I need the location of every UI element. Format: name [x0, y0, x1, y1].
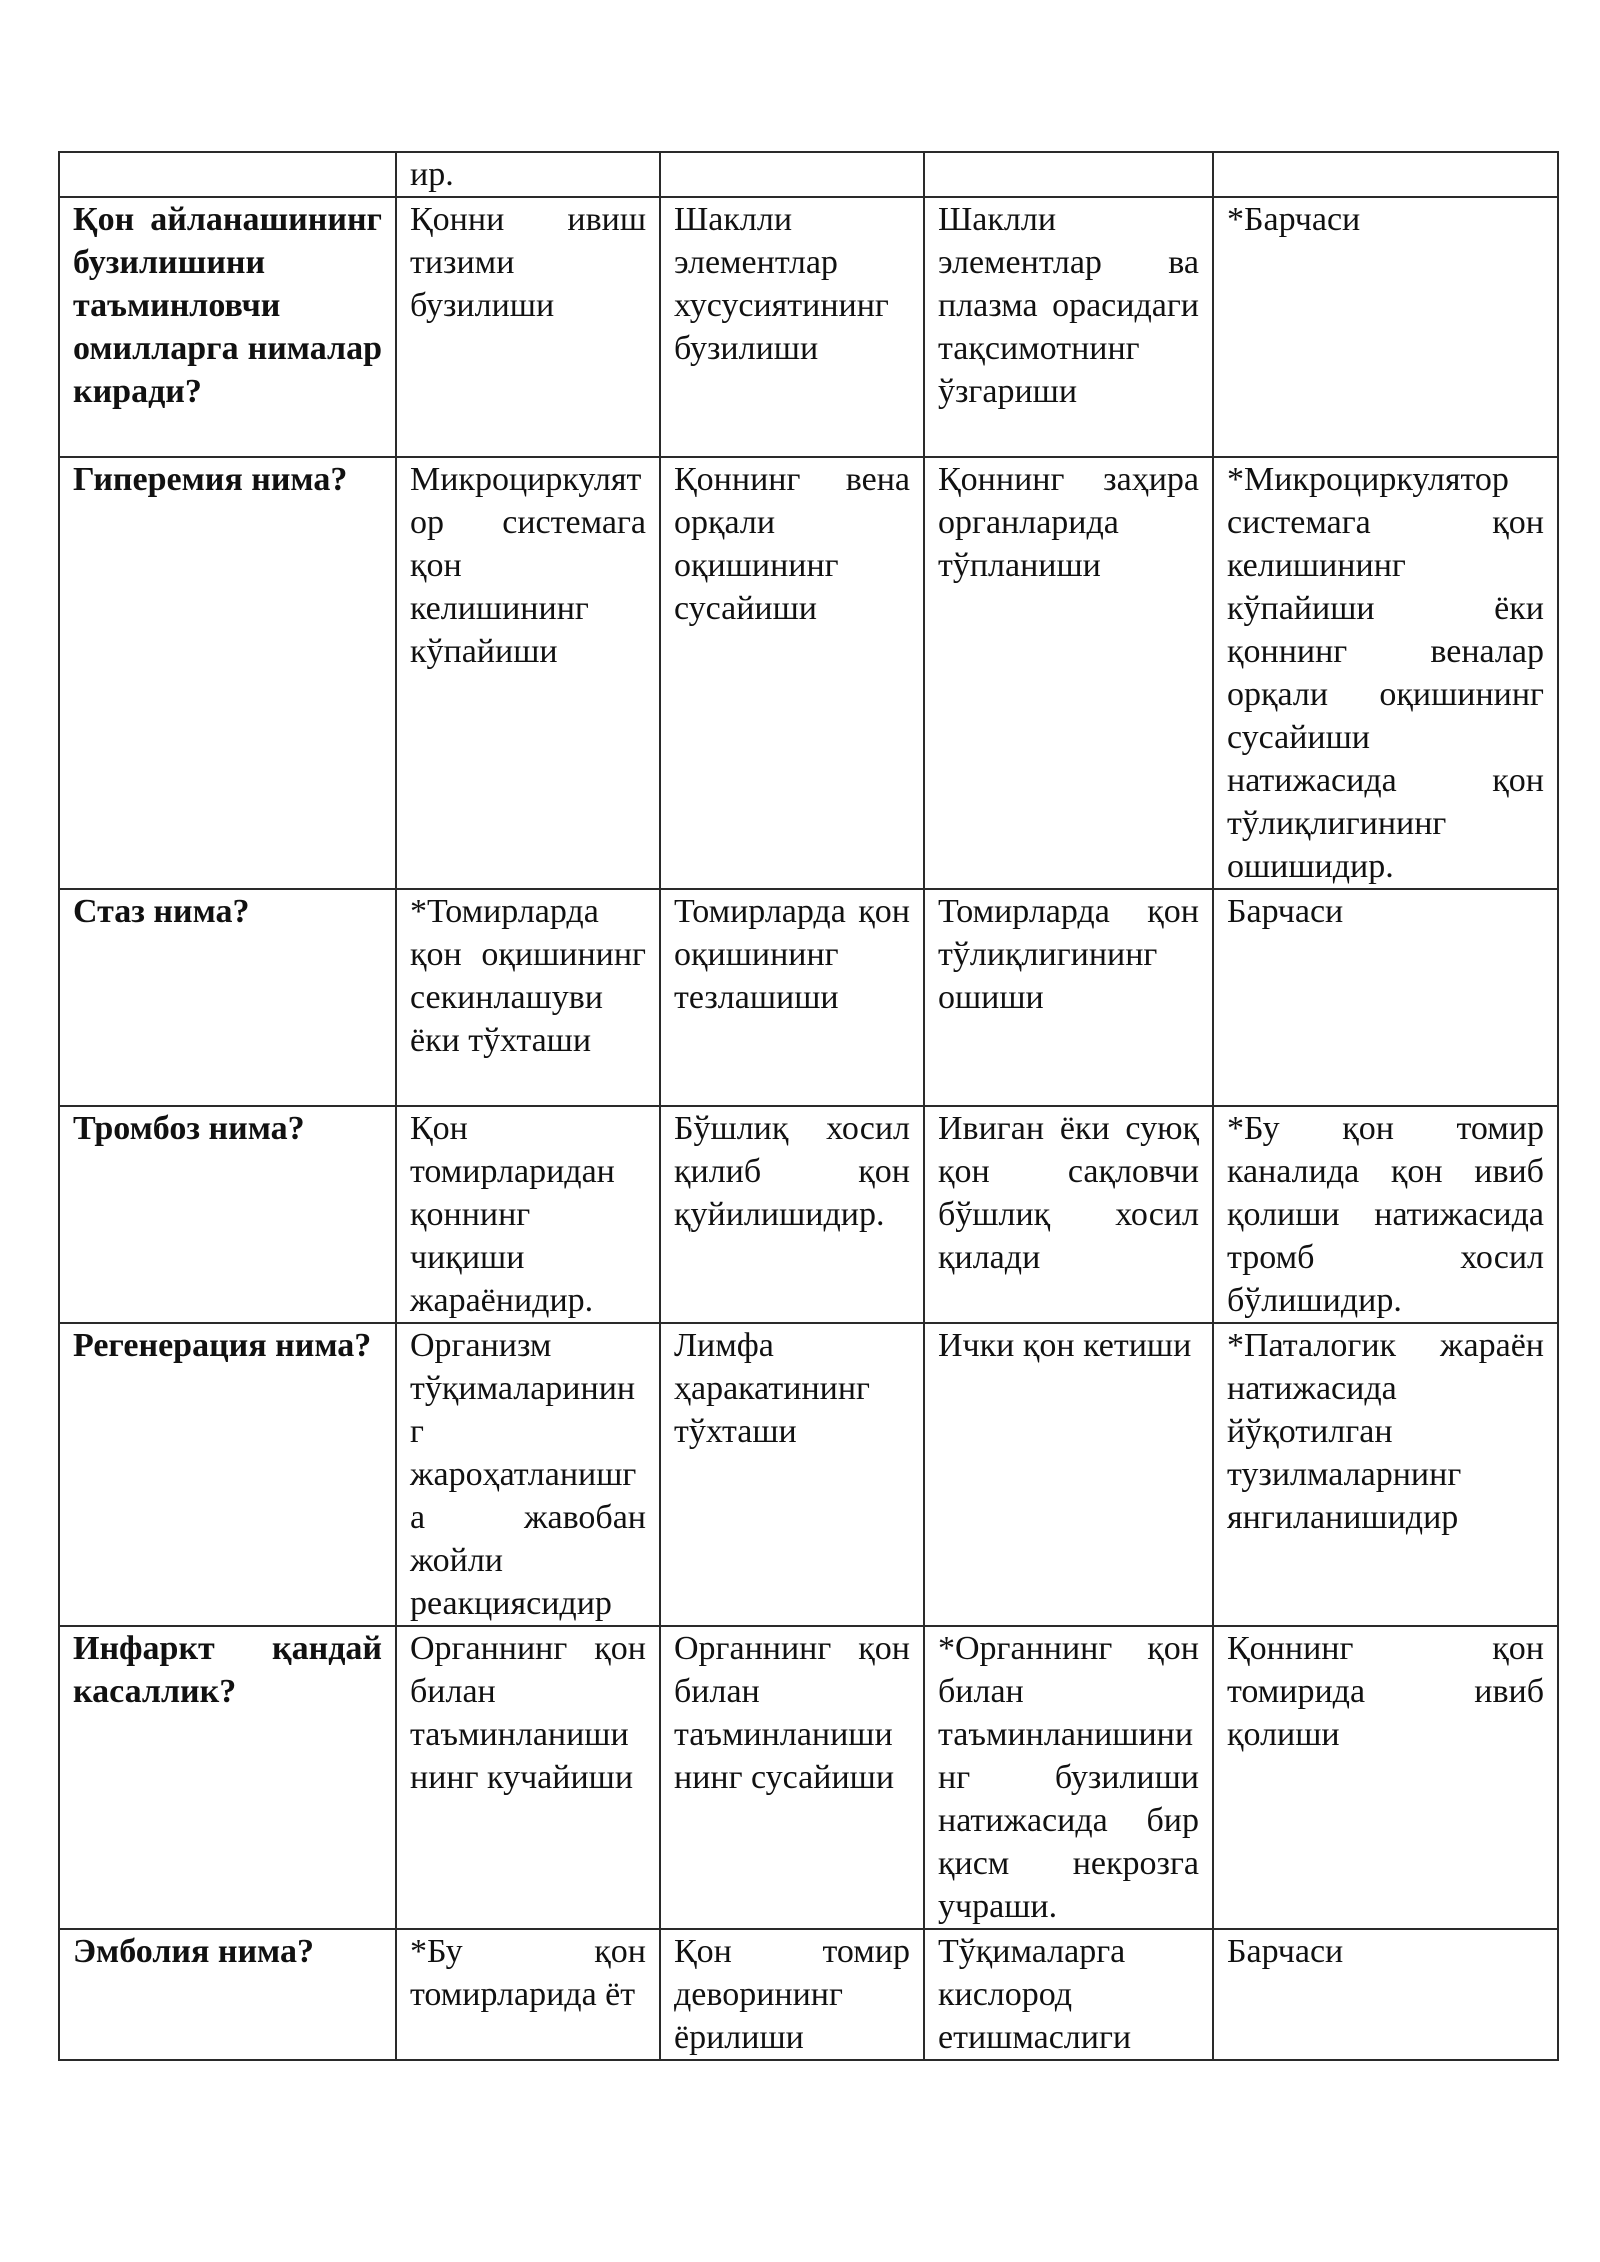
question-cell: Эмболия нима? [59, 1929, 396, 2060]
option-cell-c: Томирларда қон тўлиқлигининг ошиши [924, 889, 1213, 1106]
option-cell-c: Шаклли элементлар ва плазма орасидаги тақсимотнинг ўзгариши [924, 197, 1213, 457]
table-row [59, 1323, 1558, 1626]
option-cell-a: Организм тўқималарининг жароҳатланишга жавобан жойли реакциясидир [396, 1323, 660, 1626]
option-cell-a: ир. [396, 152, 660, 197]
option-cell-b: Лимфа ҳаракатининг тўхташи [660, 1323, 924, 1626]
option-cell-d: *Барчаси [1213, 197, 1558, 457]
option-cell-b [660, 152, 924, 197]
question-cell: Инфаркт қандай касаллик? [59, 1626, 396, 1929]
option-cell-c: Қоннинг заҳира органларида тўпланиши [924, 457, 1213, 889]
question-cell: Тромбоз нима? [59, 1106, 396, 1323]
option-cell-d: *Микроциркулятор системага қон келишининг кўпайиши ёки қоннинг веналар орқали оқишининг сусайиши натижасида қон тўлиқлигининг ошишидир. [1213, 457, 1558, 889]
option-cell-d: Қоннинг қон томирида ивиб қолиши [1213, 1626, 1558, 1929]
option-cell-d: *Бу қон томир каналида қон ивиб қолиши натижасида тромб хосил бўлишидир. [1213, 1106, 1558, 1323]
option-cell-a: Микроциркулятор системага қон келишининг кўпайиши [396, 457, 660, 889]
table-row [59, 889, 1558, 1106]
table-row [59, 457, 1558, 889]
option-cell-c: Ички қон кетиши [924, 1323, 1213, 1626]
option-cell-a: Қон томирларидан қоннинг чиқиши жараёнидир. [396, 1106, 660, 1323]
option-cell-a: *Томирларда қон оқишининг секинлашуви ёки тўхташи [396, 889, 660, 1106]
option-cell-b: Қоннинг вена орқали оқишининг сусайиши [660, 457, 924, 889]
option-cell-c: Ивиган ёки суюқ қон сақловчи бўшлиқ хосил қилади [924, 1106, 1213, 1323]
question-cell [59, 152, 396, 197]
option-cell-d: Барчаси [1213, 1929, 1558, 2060]
question-cell: Қон айланашининг бузилишини таъминловчи омилларга нималар киради? [59, 197, 396, 457]
table-row [59, 1929, 1558, 2060]
table-row [59, 1106, 1558, 1323]
option-cell-a: Қонни ивиш тизими бузилиши [396, 197, 660, 457]
question-cell: Гиперемия нима? [59, 457, 396, 889]
option-cell-b: Томирларда қон оқишининг тезлашиши [660, 889, 924, 1106]
option-cell-c [924, 152, 1213, 197]
table-row [59, 152, 1558, 197]
questions-table [58, 151, 1559, 2061]
option-cell-b: Шаклли элементлар хусусиятининг бузилиши [660, 197, 924, 457]
option-cell-b: Қон томир деворининг ёрилиши [660, 1929, 924, 2060]
option-cell-d: *Паталогик жараён натижасида йўқотилган тузилмаларнинг янгиланишидир [1213, 1323, 1558, 1626]
option-cell-c: Тўқималарга кислород етишмаслиги [924, 1929, 1213, 2060]
table-row [59, 1626, 1558, 1929]
option-cell-d [1213, 152, 1558, 197]
option-cell-c: *Органнинг қон билан таъминланишининг бузилиши натижасида бир қисм некрозга учраши. [924, 1626, 1213, 1929]
option-cell-a: Органнинг қон билан таъминланишининг кучайиши [396, 1626, 660, 1929]
option-cell-b: Бўшлиқ хосил қилиб қон қуйилишидир. [660, 1106, 924, 1323]
question-cell: Регенерация нима? [59, 1323, 396, 1626]
question-cell: Стаз нима? [59, 889, 396, 1106]
option-cell-b: Органнинг қон билан таъминланишининг сусайиши [660, 1626, 924, 1929]
option-cell-d: Барчаси [1213, 889, 1558, 1106]
option-cell-a: *Бу қон томирларида ёт [396, 1929, 660, 2060]
table-row [59, 197, 1558, 457]
